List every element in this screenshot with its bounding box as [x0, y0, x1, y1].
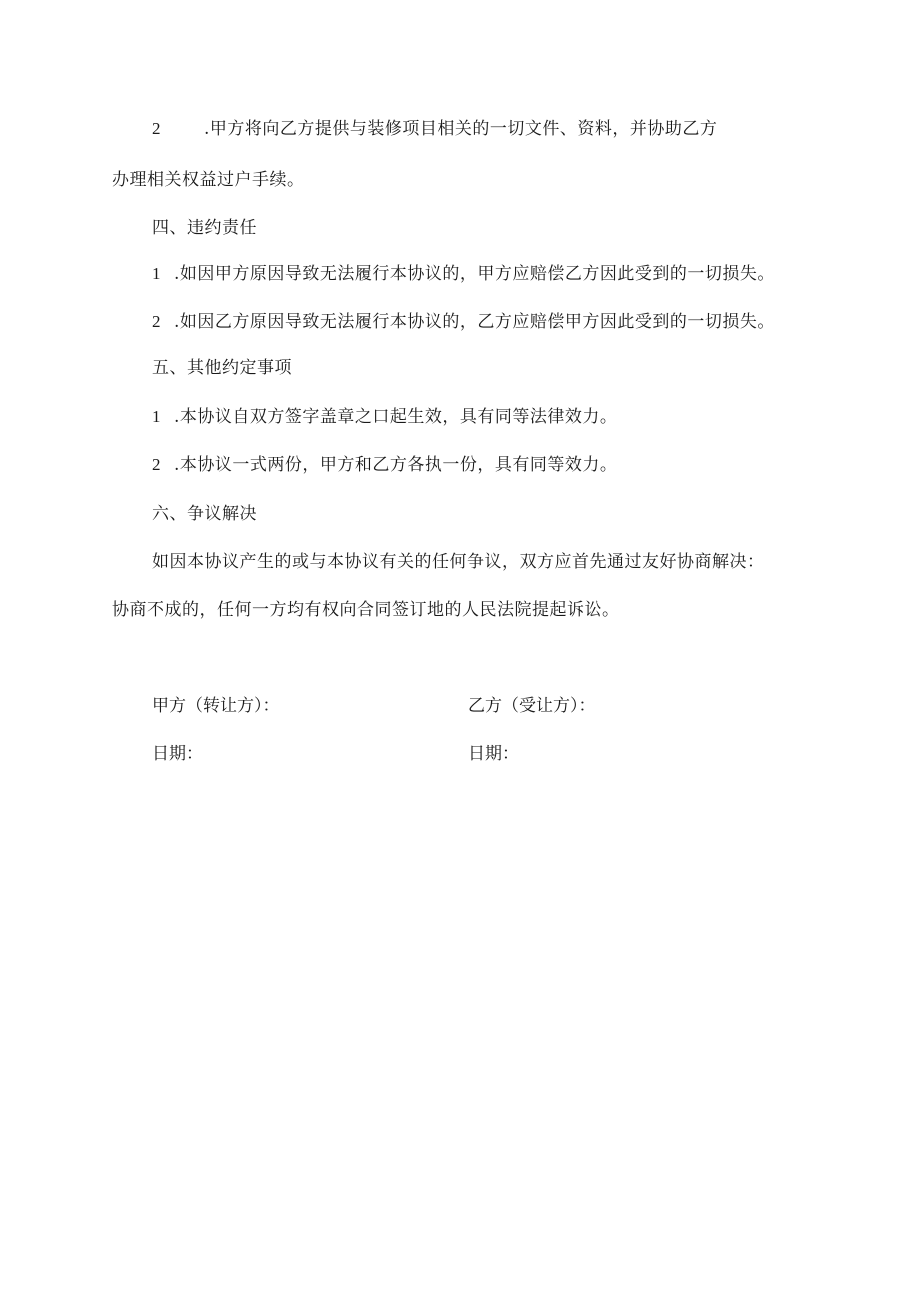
clause5-item1-number: 1 — [152, 407, 161, 426]
clause4-item1-text: .如因甲方原因导致无法履行本协议的，甲方应赔偿乙方因此受到的一切损失。 — [174, 264, 775, 284]
clause4-item2 — [152, 310, 775, 334]
clause5-item2-number: 2 — [152, 455, 161, 474]
clause3-item2-line1 — [152, 117, 717, 141]
clause6-text-line2: 协商不成的，任何一方均有权向合同签订地的人民法院提起诉讼。 — [112, 600, 620, 620]
clause3-item2-number: 2 — [152, 119, 161, 138]
party-b-date-label: 日期： — [468, 744, 519, 764]
clause3-item2-line2: 办理相关权益过户手续。 — [112, 170, 305, 190]
clause5-item1-text: .本协议自双方签字盖章之口起生效，具有同等法律效力。 — [174, 407, 618, 427]
party-a-label: 甲方（转让方）： — [152, 696, 280, 716]
clause4-item1-number: 1 — [152, 264, 161, 283]
clause6-heading: 六、争议解决 — [152, 504, 257, 524]
party-a-date-label: 日期： — [152, 744, 203, 764]
clause6-text-line1: 如因本协议产生的或与本协议有关的任何争议，双方应首先通过友好协商解决： — [152, 552, 765, 572]
clause5-heading: 五、其他约定事项 — [152, 358, 292, 378]
clause4-item1 — [152, 262, 775, 286]
clause4-item2-number: 2 — [152, 312, 161, 331]
clause3-item2-text: .甲方将向乙方提供与装修项目相关的一切文件、资料，并协助乙方 — [204, 119, 718, 139]
clause5-item2-text: .本协议一式两份，甲方和乙方各执一份，具有同等效力。 — [174, 455, 618, 475]
clause4-item2-text: .如因乙方原因导致无法履行本协议的，乙方应赔偿甲方因此受到的一切损失。 — [174, 312, 775, 332]
party-b-label: 乙方（受让方）： — [468, 696, 596, 716]
clause5-item2 — [152, 453, 617, 477]
clause5-item1 — [152, 405, 617, 429]
clause4-heading: 四、违约责任 — [152, 218, 257, 238]
